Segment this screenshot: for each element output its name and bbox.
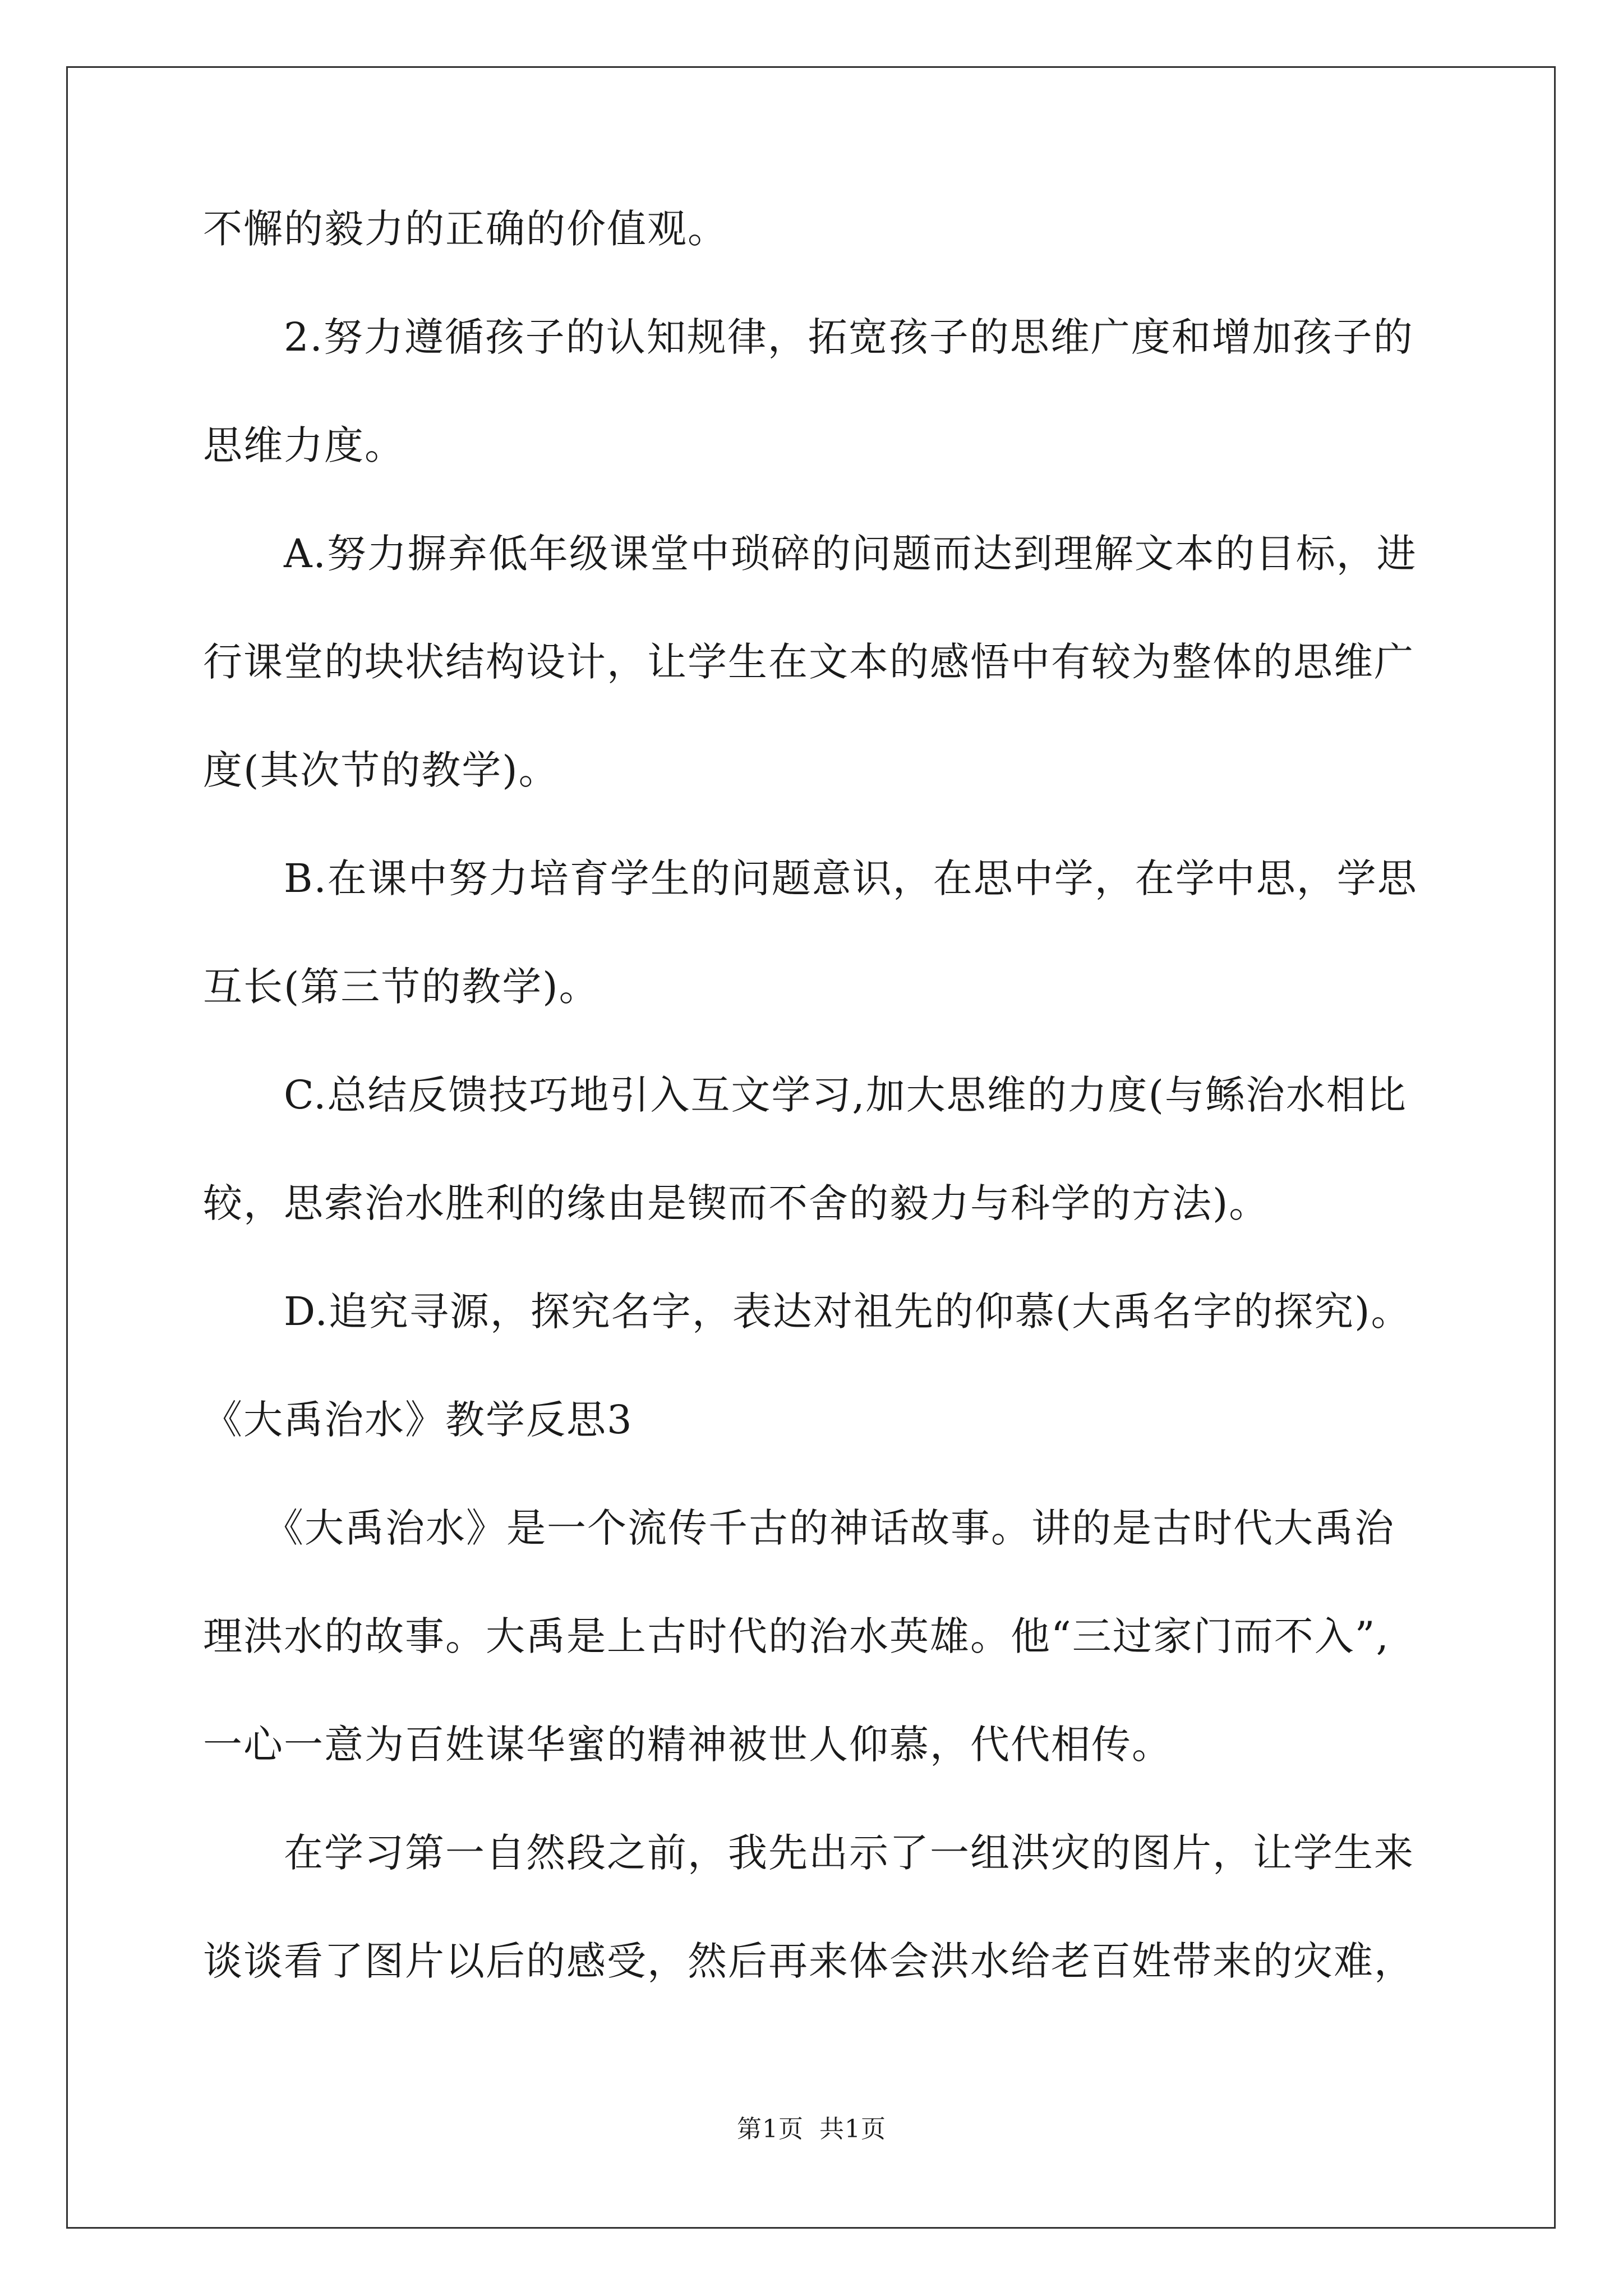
text-line: 互长(第三节的教学)。 — [203, 964, 600, 1010]
text-line: 较，思索治水胜利的缘由是锲而不舍的毅力与科学的方法)。 — [203, 1180, 1270, 1226]
text-line: 行课堂的块状结构设计，让学生在文本的感悟中有较为整体的思维广 — [203, 639, 1414, 685]
page-footer — [0, 2114, 1623, 2145]
text-line: 在学习第一自然段之前，我先出示了一组洪灾的图片，让学生来 — [203, 1830, 1414, 1876]
section-heading: 《大禹治水》教学反思3 — [203, 1397, 633, 1443]
page-total: 共1页 — [819, 2115, 886, 2143]
text-line: 思维力度。 — [203, 422, 405, 468]
text-line: B.在课中努力培育学生的问题意识，在思中学，在学中思，学思 — [203, 855, 1418, 901]
text-line: 一心一意为百姓谋华蜜的精神被世人仰慕，代代相传。 — [203, 1722, 1172, 1768]
text-line: A.努力摒弃低年级课堂中琐碎的问题而达到理解文本的目标，进 — [203, 531, 1417, 577]
text-line: 度(其次节的教学)。 — [203, 747, 559, 793]
page-number: 第1页 — [737, 2115, 804, 2143]
text-line: D.追究寻源，探究名字，表达对祖先的仰慕(大禹名字的探究)。 — [203, 1289, 1412, 1335]
text-line: 谈谈看了图片以后的感受，然后再来体会洪水给老百姓带来的灾难， — [203, 1938, 1414, 1984]
page-border — [66, 66, 1556, 2229]
text-line: 不懈的毅力的正确的价值观。 — [203, 206, 728, 252]
text-line: 《大禹治水》是一个流传千古的神话故事。讲的是古时代大禹治 — [203, 1505, 1395, 1551]
text-line: 2.努力遵循孩子的认知规律，拓宽孩子的思维广度和增加孩子的 — [203, 314, 1414, 360]
text-line: 理洪水的故事。大禹是上古时代的治水英雄。他“三过家门而不入”, — [203, 1613, 1390, 1659]
text-line: C.总结反馈技巧地引入互文学习,加大思维的力度(与鲧治水相比 — [203, 1072, 1407, 1118]
